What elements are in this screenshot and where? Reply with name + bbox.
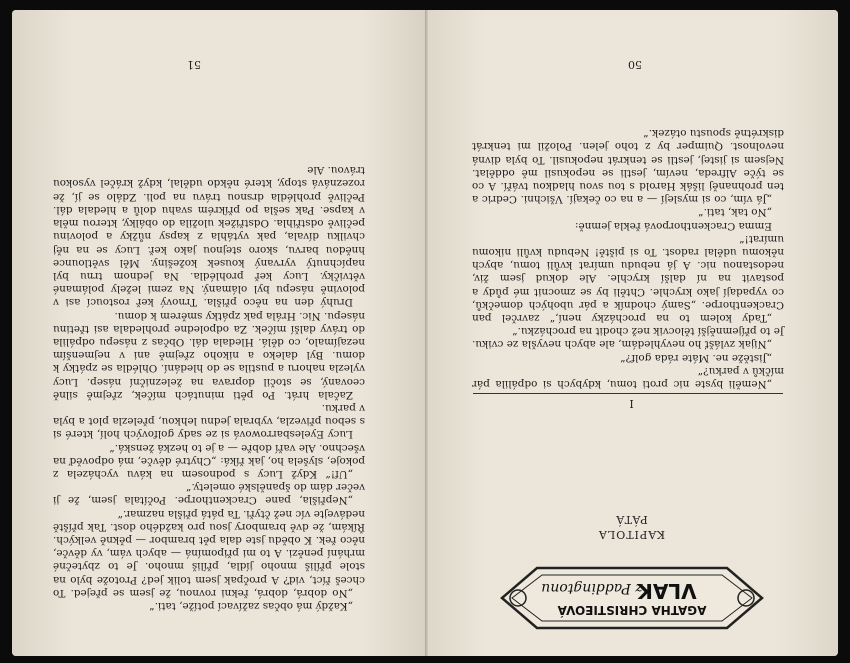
page-number: 50	[628, 58, 642, 71]
paragraph: „Nijak zvlášť ho nevyhledám, ale abych nevyšla ze cviku. Je to příjemnější tělocvik než chodit na procházku.“	[472, 325, 784, 351]
paragraph: „Neměli byste nic proti tomu, kdybych si odpálila pár míčků v parku?“	[472, 364, 784, 390]
paragraph: Emma Crackenthorpová řekla jemně:	[574, 219, 772, 232]
title-emblem	[482, 548, 782, 648]
paragraph: Lucy Eyelesbarrowová si ze sady golfových holí, které si s sebou přivezla, vybrala jednu lehkou, přelezla plot a byla v parku.	[53, 401, 365, 441]
paragraph: Druhý den na něco přišla. Trnový keř rostoucí asi v polovině násepu byl olámaný. Na zemi ležely polámané větvičky. Lucy keř prohlédla. Na jednom trnu byl napíchnutý vyrvaný kousek kožešiny. Měl světlounce hnědou barvu, skoro stejnou jako keř. Lucy se na něj chvilku dívala, pak vytáhla z kapsy nůžky a polovinu pečlivě odstřihla. Odstřižek uložila do obálky, kterou měla v kapse. Pak sešla po příkrém svahu dolů a hledala dál. Pečlivě prohlédla drsnou trávu na poli. Zdálo se jí, že rozeznává stopy, které někdo udělal, když kráčel vysokou trávou. Ale	[53, 164, 365, 309]
paragraph: „Uf!“ Když Lucy s podnosem na kávu vycházela z pokoje, slyšela ho, jak říká: „Chytré děvče, má odpověď na všechno. Ale vaří dobře — a je to hezká ženská.“	[53, 441, 365, 480]
paragraph: „Jistěže ne. Máte ráda golf?“	[620, 351, 772, 364]
chapter-number: PÁTÁ	[615, 513, 648, 526]
page-51	[12, 10, 425, 656]
page-50-text	[472, 126, 784, 390]
upside-down-spread	[12, 10, 838, 656]
book-spread	[12, 10, 838, 656]
section-number: I	[629, 397, 634, 410]
emblem-author: AGATHA CHRISTIEOVÁ	[557, 603, 707, 617]
paragraph: „Nepřišla, pane Crackenthorpe. Počítala jsem, že ji večer dám do španělské omelety.“	[53, 481, 365, 507]
paragraph: „No dobrá, dobrá, řekni rovnou, že jsem se přejed. To chceš říct, viď? A pročpak jsem tolik jed? Protože bylo na stole příliš mnoho jídla, příliš mnoho. Je to zbytečné mrhání penězi. A to mi připomíná — abych vám, vy děvče, něco řek. K obědu jste dala pět brambor — pěkně velkých. Říkám, že dvě brambory jsou pro každého dost. Tak příště nedávejte víc než čtyři. Ta pátá přišla nazmar.“	[53, 507, 365, 599]
paragraph: Začala hrát. Po pěti minutách míček, zřejmě silně ceovaný, se stočil doprava na železniční násep. Lucy vylezla nahoru a pustila se do hledání. Ohlédla se zpátky k domu. Byl daleko a nikoho zřejmě ani v nejmenším nezajímalo, co dělá. Hledala dál. Občas z násepu odpálila do trávy další míček. Za odpoledne prohledala asi třetinu násepu. Nic. Hrála pak zpátky směrem k domu.	[53, 309, 365, 401]
emblem-subtitle: z Paddingtonu	[541, 580, 643, 596]
paragraph: „Tady kolem to na procházky není,“ zavrčel pan Crackenthorpe. „Samý chodník a pár ubohých domečků, co vypadají jako krychle. Chtěli by se zmocnit mé půdy a postavit na ní další krychle. Ale dokud jsem živ, nedostanou nic. A já nebudu umírat kvůli tomu, abych někomu udělal radost. To si piště! Nebudu kvůli nikomu umírat!“	[472, 232, 784, 324]
page-51-text	[53, 163, 365, 612]
chapter-label: KAPITOLA	[597, 528, 666, 541]
page-number: 51	[187, 58, 201, 71]
paragraph: „Každý má občas zažívací potíže, tati.“	[149, 600, 353, 612]
paragraph: „No tak, tati.“	[698, 206, 772, 219]
section-rule	[473, 393, 783, 394]
emblem-title: VLAK	[637, 579, 697, 603]
page-50	[425, 10, 838, 656]
paragraph: „Já vím, co si myslejí — a na co čekají. Všichni. Cedric a ten prohnaněj lišák Harold s tou svou hladkou tváří. A co se týče Alfreda, nevím, jestli se nepokusil mě oddělat. Nejsem si jistej, jestli se tenkrát nepokusil. To byla divná nevolnost. Quimper by z toho jelen. Položil mi tenkrát diskrétně spoustu otázek.“	[472, 127, 784, 206]
